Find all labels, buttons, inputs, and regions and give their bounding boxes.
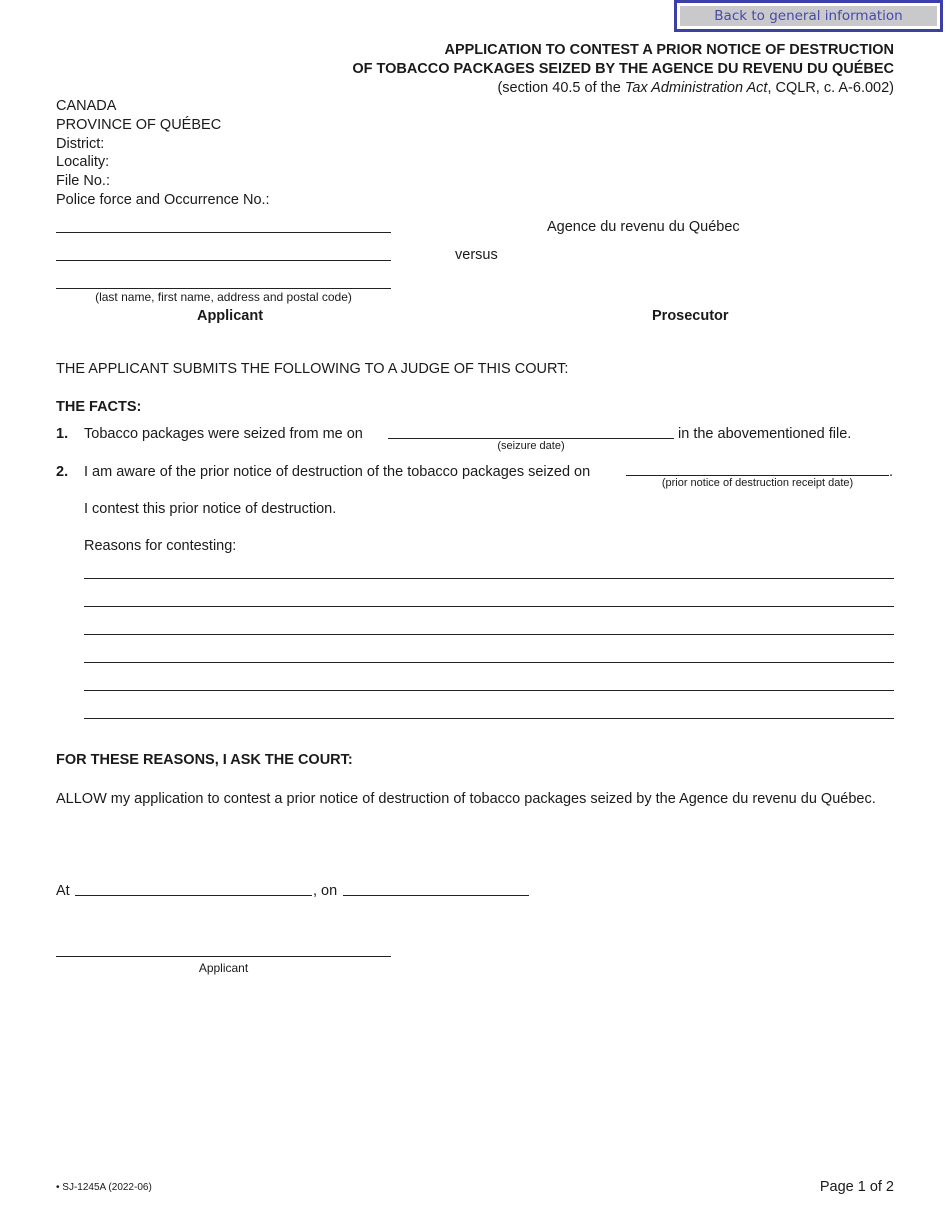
form-title-line1: APPLICATION TO CONTEST A PRIOR NOTICE OF DESTRUCTION [444, 42, 894, 58]
notice-receipt-date-hint: (prior notice of destruction receipt date) [661, 477, 854, 489]
citation-prefix: (section 40.5 of the [497, 80, 625, 96]
page-number: Page 1 of 2 [819, 1179, 894, 1195]
district-label: District: [56, 136, 105, 152]
conclusion-heading: FOR THESE REASONS, I ASK THE COURT: [56, 752, 353, 768]
form-citation [497, 80, 894, 96]
on-label: , on [313, 883, 338, 899]
notice-receipt-date-field[interactable] [626, 475, 889, 476]
facts-heading: THE FACTS: [56, 399, 142, 415]
fact2-text: I am aware of the prior notice of destruction of the tobacco packages seized on [84, 464, 591, 480]
reasons-label: Reasons for contesting: [84, 538, 237, 554]
reasons-line-3[interactable] [84, 634, 894, 635]
locality-label: Locality: [56, 154, 110, 170]
back-button-label: Back to general information [680, 6, 937, 26]
police-occurrence-label: Police force and Occurrence No.: [56, 192, 270, 208]
prosecutor-label: Prosecutor [652, 308, 729, 324]
at-label: At [56, 883, 70, 899]
applicant-hint: (last name, first name, address and postal code) [95, 290, 352, 304]
seizure-date-field[interactable] [388, 438, 674, 439]
place-field[interactable] [75, 895, 312, 896]
fact2-suffix: . [889, 464, 894, 480]
applicant-signature-label: Applicant [198, 961, 249, 975]
province: PROVINCE OF QUÉBEC [56, 117, 222, 133]
prosecutor-name: Agence du revenu du Québec [547, 219, 740, 235]
submits-statement: THE APPLICANT SUBMITS THE FOLLOWING TO A JUDGE OF THIS COURT: [56, 361, 569, 377]
citation-act: Tax Administration Act [624, 80, 768, 96]
country: CANADA [56, 98, 117, 114]
reasons-line-5[interactable] [84, 690, 894, 691]
fact1-number: 1. [56, 426, 69, 442]
versus-label: versus [455, 247, 498, 263]
form-code: • SJ-1245A (2022-06) [56, 1182, 152, 1193]
reasons-line-2[interactable] [84, 606, 894, 607]
form-title-line2: OF TOBACCO PACKAGES SEIZED BY THE AGENCE DU REVENU DU QUÉBEC [352, 61, 894, 77]
applicant-signature-line[interactable] [56, 956, 391, 957]
reasons-line-1[interactable] [84, 578, 894, 579]
reasons-line-4[interactable] [84, 662, 894, 663]
applicant-line-1[interactable] [56, 232, 391, 233]
applicant-line-3[interactable] [56, 288, 391, 289]
back-to-general-information-button[interactable] [674, 0, 943, 32]
fact1-text: Tobacco packages were seized from me on [84, 426, 363, 442]
fact1-suffix: in the abovementioned file. [678, 426, 852, 442]
applicant-label: Applicant [196, 308, 264, 324]
seizure-date-hint: (seizure date) [497, 440, 565, 452]
file-no-label: File No.: [56, 173, 110, 189]
contest-statement: I contest this prior notice of destruction. [84, 501, 337, 517]
date-field[interactable] [343, 895, 529, 896]
allow-text: ALLOW my application to contest a prior notice of destruction of tobacco packages seized by the Agence du revenu du Québec. [56, 791, 876, 807]
reasons-line-6[interactable] [84, 718, 894, 719]
fact2-number: 2. [56, 464, 69, 480]
applicant-line-2[interactable] [56, 260, 391, 261]
citation-suffix: , CQLR, c. A-6.002) [767, 80, 894, 96]
